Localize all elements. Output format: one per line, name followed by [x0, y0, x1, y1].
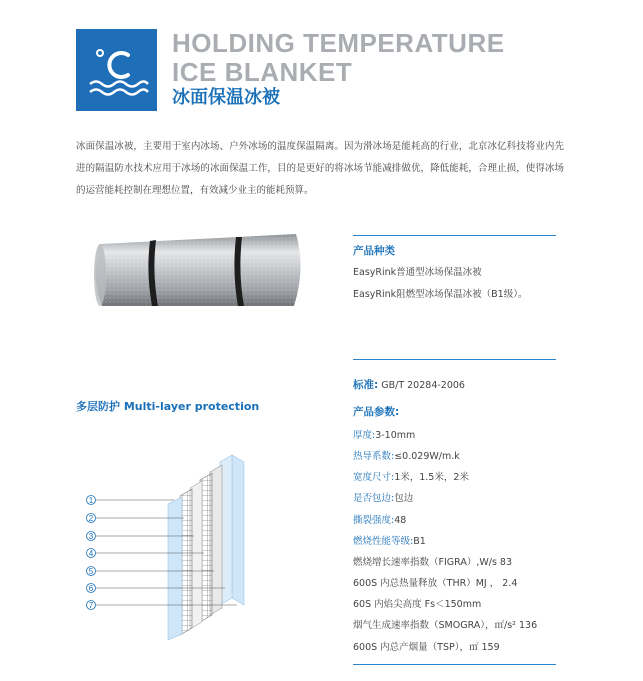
param-label: 厚度:: [353, 430, 376, 441]
layer-number: 6: [88, 584, 94, 593]
layer-sheet: [232, 455, 244, 605]
intro-paragraph: 冰面保温冰被，主要用于室内冰场、户外冰场的温度保温隔离。因为滑冰场是能耗高的行业，北京冰亿科技将业内先进的隔温防水技术应用于冰场的冰面保温工作，目的是更好的将冰场节能减排做优，降低能耗，合理止损，使得冰场的运营能耗控制在理想位置，有效减少业主的能耗预算。: [76, 141, 564, 196]
param-value: ≤0.029W/m.k: [394, 451, 460, 462]
layer-number: 5: [88, 567, 94, 576]
param-value: 1米，1.5米，2米: [394, 472, 469, 483]
multilayer-diagram: [82, 440, 272, 640]
title-english-line-2: ICE BLANKET: [172, 57, 353, 87]
layer-number: 7: [88, 601, 94, 610]
param-label: 撕裂强度:: [353, 515, 395, 526]
product-type-item: EasyRink阻燃型冰场保温冰被（B1级）。: [353, 289, 528, 300]
param-value: 包边: [394, 493, 414, 504]
param-row: [353, 448, 460, 462]
layer-number: 2: [88, 514, 94, 523]
layer-number: 3: [88, 532, 94, 541]
divider: [353, 359, 556, 360]
layer-number: 4: [88, 549, 94, 558]
product-types-heading: 产品种类: [353, 245, 395, 257]
param-plain-row: 600S 内总热量释放（THR）MJ ， 2.4: [353, 578, 518, 589]
param-plain-row: 60S 内焰尖高度 Fs＜150mm: [353, 599, 482, 610]
layer-number: 1: [88, 496, 94, 505]
param-label: 宽度尺寸:: [353, 472, 395, 483]
product-type-item: EasyRink普通型冰场保温冰被: [353, 267, 482, 278]
param-value: B1: [413, 536, 426, 547]
title-chinese: 冰面保温冰被: [172, 87, 280, 108]
standard-label: 标准:: [353, 379, 379, 391]
param-label: 热导系数:: [353, 451, 395, 462]
params-heading: 产品参数:: [353, 406, 400, 418]
param-row: [353, 512, 406, 526]
title-english-line-1: HOLDING TEMPERATURE: [172, 28, 505, 58]
thermometer-waves-icon: [76, 29, 157, 111]
brand-logo: [76, 29, 157, 111]
param-plain-row: 燃烧增长速率指数（FIGRA）,W/s 83: [353, 557, 513, 568]
multilayer-title: 多层防护 Multi-layer protection: [76, 400, 260, 413]
divider: [353, 235, 556, 236]
param-value: 48: [394, 515, 407, 526]
standard-line: [353, 377, 465, 392]
product-roll-image: [88, 228, 308, 314]
layer-callout-1: [87, 496, 175, 506]
divider: [353, 664, 556, 665]
param-plain-row: 600S 内总产烟量（TSP），㎡ 159: [353, 642, 500, 653]
param-row: [353, 469, 469, 483]
param-label: 燃烧性能等级:: [353, 536, 414, 547]
param-value: 3-10mm: [375, 430, 416, 441]
param-label: 是否包边:: [353, 493, 395, 504]
param-row: [353, 533, 426, 547]
param-row: [353, 427, 415, 441]
standard-value: GB/T 20284-2006: [381, 380, 465, 391]
layer-sheet: [168, 497, 182, 640]
param-row: [353, 490, 413, 504]
param-plain-row: 烟气生成速率指数（SMOGRA），㎡/s² 136: [353, 620, 538, 631]
